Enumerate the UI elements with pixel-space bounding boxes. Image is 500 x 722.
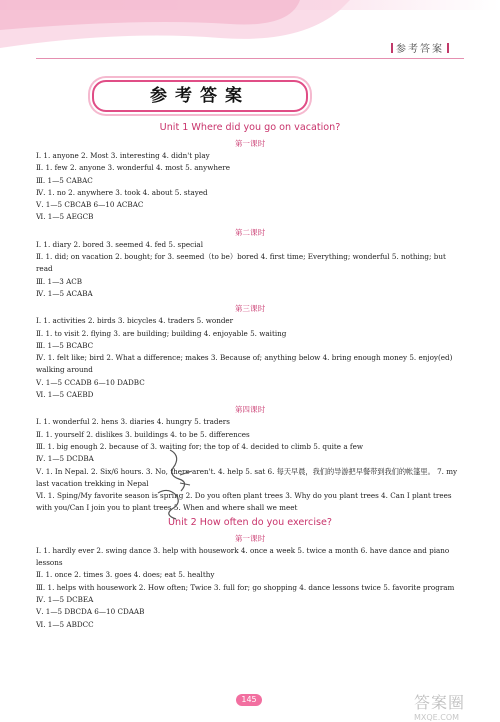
answer-line: Ⅳ. 1. felt like; bird 2. What a difference; makes 3. Because of; anything below 4. bring enough money 5. enjoy(ed) walking around xyxy=(36,353,453,375)
page-number: 145 xyxy=(236,694,262,706)
watermark-bottom: MXQE.COM xyxy=(414,713,460,722)
header-label xyxy=(388,40,452,55)
answer-line: Ⅳ. 1—5 DCBEA xyxy=(36,594,94,604)
answer-line: Ⅵ. 1. Sping/My favorite season is spring 2. Do you often plant trees 3. Why do you plant trees 4. Can I plant trees with you/Can I join you to plant trees 5. When and where shall we meet xyxy=(36,491,452,513)
answer-line: Ⅳ. 1—5 DCDBA xyxy=(36,454,94,464)
handwriting-scribble xyxy=(150,445,210,525)
lesson-heading: 第一课时 xyxy=(234,139,266,148)
answer-line: Ⅵ. 1—5 CAEBD xyxy=(36,390,94,400)
header-label-text: 参考答案 xyxy=(396,44,444,55)
lesson-heading: 第三课时 xyxy=(234,304,266,314)
unit-title: Unit 1 Where did you go on vacation? xyxy=(159,122,341,133)
answer-line: Ⅴ. 1. In Nepal. 2. Six/6 hours. 3. No, there aren't. 4. help 5. sat 6. 每天早晨，我们的导游把早餐带到我们的帐篷里。 7. my last vacation trekking in Nepal xyxy=(36,466,458,488)
answer-line: Ⅱ. 1. yourself 2. dislikes 3. buildings 4. to be 5. differences xyxy=(36,429,250,439)
answer-line: Ⅳ. 1. no 2. anywhere 3. took 4. about 5. stayed xyxy=(36,187,208,197)
answer-line: Ⅲ. 1—5 BCABC xyxy=(36,340,94,350)
answer-line: Ⅰ. 1. activities 2. birds 3. bicycles 4. traders 5. wonder xyxy=(36,316,234,326)
watermark xyxy=(414,690,494,720)
header-bar-right xyxy=(447,43,449,53)
lesson-heading: 第二课时 xyxy=(234,227,266,237)
answer-line: Ⅲ. 1. helps with housework 2. How often; Twice 3. full for; go shopping 4. dance lessons twice 5. favorite program xyxy=(36,582,455,592)
header-rule xyxy=(36,58,464,59)
answer-line: Ⅱ. 1. once 2. times 3. goes 4. does; eat 5. healthy xyxy=(36,570,215,580)
answer-line: Ⅰ. 1. diary 2. bored 3. seemed 4. fed 5. special xyxy=(36,239,203,249)
answer-line: Ⅱ. 1. to visit 2. flying 3. are building; building 4. enjoyable 5. waiting xyxy=(36,328,287,338)
answer-line: Ⅵ. 1—5 ABDCC xyxy=(36,619,94,629)
answer-content xyxy=(36,120,464,631)
answer-line: Ⅲ. 1—5 CABAC xyxy=(36,175,93,185)
unit-title: Unit 2 How often do you exercise? xyxy=(168,516,332,528)
lesson-heading: 第四课时 xyxy=(234,405,266,415)
header-bar-left xyxy=(391,43,393,53)
answer-line: Ⅳ. 1—5 ACABA xyxy=(36,288,93,298)
watermark-top: 答案圈 xyxy=(414,693,466,712)
answer-line: Ⅱ. 1. few 2. anyone 3. wonderful 4. most 5. anywhere xyxy=(36,163,230,173)
answer-line: Ⅱ. 1. did; on vacation 2. bought; for 3. seemed（to be）bored 4. first time; Everything; wonderful 5. nothing; but read xyxy=(36,252,446,274)
answer-line: Ⅵ. 1—5 AEGCB xyxy=(36,212,94,222)
answer-line: Ⅲ. 1—3 ACB xyxy=(36,276,83,286)
answer-line: Ⅴ. 1—5 CCADB 6—10 DADBC xyxy=(36,377,145,387)
answer-line: Ⅰ. 1. hardly ever 2. swing dance 3. help with housework 4. once a week 5. twice a month 6. have dance and piano lessons xyxy=(36,545,450,568)
answer-line: Ⅲ. 1. big enough 2. because of 3. waiting for; the top of 4. decided to climb 5. quite a few xyxy=(36,441,363,451)
page-title: 参考答案 xyxy=(92,80,308,112)
answer-line: Ⅴ. 1—5 DBCDA 6—10 CDAAB xyxy=(36,607,145,617)
lesson-heading: 第一课时 xyxy=(234,533,266,543)
answer-line: Ⅰ. 1. wonderful 2. hens 3. diaries 4. hungry 5. traders xyxy=(36,417,230,427)
answer-line: Ⅴ. 1—5 CBCAB 6—10 ACBAC xyxy=(36,200,144,210)
answer-line: Ⅰ. 1. anyone 2. Most 3. interesting 4. didn't play xyxy=(36,151,210,160)
